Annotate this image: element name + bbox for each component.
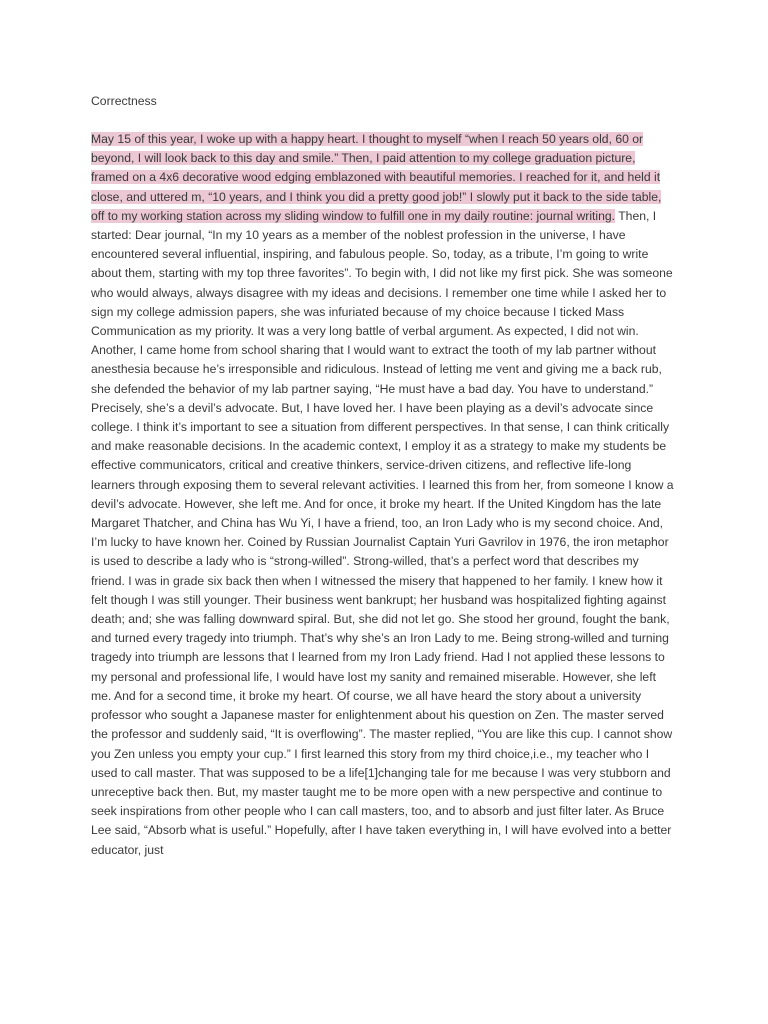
- highlighted-passage[interactable]: May 15 of this year, I woke up with a happy heart. I thought to myself “when I reach 50 years old, 60 or beyond, I will look back to this day and smile.” Then, I paid attention to my college graduation picture, framed on a 4x6 decorative wood edging emblazoned with beautiful memories. I reached for it, and held it close, and uttered m, “10 years, and I think you did a pretty good job!” I slowly put it back to the side table, off to my working station across my sliding window to fulfill one in my daily routine: journal writing.: [91, 132, 662, 223]
- document-page: [91, 94, 676, 860]
- document-title: Correctness: [91, 94, 157, 108]
- body-passage: Then, I started: Dear journal, “In my 10 years as a member of the noblest profession in the universe, I have encountered several influential, inspiring, and fabulous people. So, today, as a tribute, I’m going to write about them, starting with my top three favorites”. To begin with, I did not like my first pick. She was someone who would always, always disagree with my ideas and decisions. I remember one time while I asked her to sign my college admission papers, she was infuriated because of my choice because I ticked Mass Communication as my priority. It was a very long battle of verbal argument. As expected, I did not win. Another, I came home from school sharing that I would want to extract the tooth of my lab partner without anesthesia because he’s irresponsible and ridiculous. Instead of letting me vent and giving me a back rub, she defended the behavior of my lab partner saying, “He must have a bad day. You have to understand.” Precisely, she’s a devil’s advocate. But, I have loved her. I have been playing as a devil’s advocate since college. I think it’s important to see a situation from different perspectives. In that sense, I can think critically and make reasonable decisions. In the academic context, I employ it as a strategy to make my students be effective communicators, critical and creative thinkers, service-driven citizens, and reflective life-long learners through exposing them to several relevant activities. I learned this from her, from someone I know a devil’s advocate. However, she left me. And for once, it broke my heart. If the United Kingdom has the late Margaret Thatcher, and China has Wu Yi, I have a friend, too, an Iron Lady who is my second choice. And, I’m lucky to have known her. Coined by Russian Journalist Captain Yuri Gavrilov in 1976, the iron metaphor is used to describe a lady who is “strong-willed”. Strong-willed, that’s a perfect word that describes my friend. I was in grade six back then when I witnessed the misery that happened to her family. I knew how it felt though I was still younger. Their business went bankrupt; her husband was hospitalized fighting against death; and; she was falling downward spiral. But, she did not let go. She stood her ground, fought the bank, and turned every tragedy into triumph. That’s why she’s an Iron Lady to me. Being strong-willed and turning tragedy into triumph are lessons that I learned from my Iron Lady friend. Had I not applied these lessons to my personal and professional life, I would have lost my sanity and remained miserable. However, she left me. And for a second time, it broke my heart. Of course, we all have heard the story about a university professor who sought a Japanese master for enlightenment about his question on Zen. The master served the professor and suddenly said, “It is overflowing”. The master replied, “You are like this cup. I cannot show you Zen unless you empty your cup.” I first learned this story from my third choice,i.e., my teacher who I used to call master. That was supposed to be a life[1]changing tale for me because I was very stubborn and unreceptive back then. But, my master taught me to be more open with a new perspective and continue to seek inspirations from other people who I can call masters, too, and to absorb and just filter later. As Bruce Lee said, “Absorb what is useful.” Hopefully, after I have taken everything in, I will have evolved into a better educator, just: [91, 208, 674, 857]
- document-body: [91, 130, 676, 860]
